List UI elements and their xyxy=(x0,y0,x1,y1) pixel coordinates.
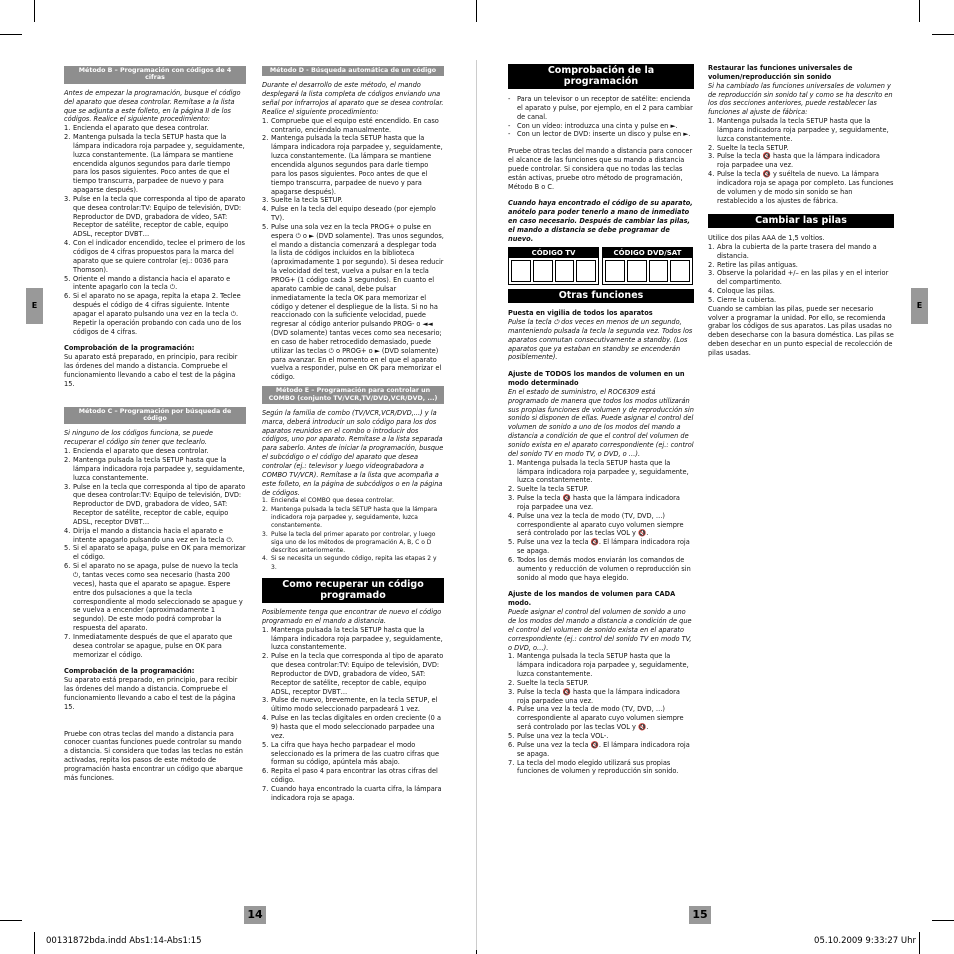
crop-mark xyxy=(34,0,35,22)
list-item: 6. Pulse una vez la tecla 🔇. El lámpara indicadora roja se apaga. xyxy=(508,740,690,758)
recover-steps xyxy=(262,626,444,803)
list-item: 4. Pulse una vez la tecla de modo (TV, DVD, …) correspondiente al aparato cuyo volumen siempre será controlado por las teclas VOL y 🔇. xyxy=(508,511,684,538)
page-number-left: 14 xyxy=(244,906,266,924)
check-heading: Comprobación de la programación xyxy=(508,64,694,89)
list-item: 1. Mantenga pulsada la tecla SETUP hasta que la lámpara indicadora roja parpadee y, seguidamente, luzca constantemente. xyxy=(262,625,443,652)
list-item: 3. Pulse en la tecla que corresponda al tipo de aparato que desea controlar:TV: Equipo de televisión, DVD: Reproductor de DVD, grabadora de vídeo, SAT: Receptor de satélite, receptor de cable, equipo ADSL, receptor DVBT… xyxy=(64,482,246,526)
list-item: 6. Si el aparato no se apaga, repita la etapa 2. Teclee después el código de 4 cifras siguiente. Intente apagar el aparato pulsando una vez en la tecla ⏻. Repetir la operación probando con cada uno de los códigos de 4 cifras. xyxy=(64,292,242,336)
list-item: 4. Pulse en las teclas digitales en orden creciente (0 a 9) hasta que el modo seleccionado parpadee una vez. xyxy=(262,714,442,740)
list-item: 5. Pulse una vez la tecla VOL-. xyxy=(508,731,609,740)
code-digit-cell xyxy=(555,260,575,282)
method-b-steps xyxy=(64,124,246,336)
list-item: 7. Inmediatamente después de que el aparato que desea controlar se apague, pulse en OK para memorizar el código. xyxy=(64,632,233,659)
volume-all-title: Ajuste de TODOS los mandos de volumen en un modo determinado xyxy=(508,370,685,388)
list-item: 4. Dirija el mando a distancia hacia el aparato e intente apagarlo pulsando una vez en la tecla ⏻. xyxy=(64,526,234,544)
volume-mode-steps xyxy=(508,652,694,776)
list-item: 7. Cuando haya encontrado la cuarta cifra, la lámpara indicadora roja se apaga. xyxy=(262,784,442,802)
crop-mark xyxy=(932,920,954,921)
list-item: 2. Suelte la tecla SETUP. xyxy=(508,485,589,494)
list-item: 3. Pulse en la tecla que corresponda al tipo de aparato que desea controlar:TV: Equipo de televisión, DVD: Reproductor de DVD, grabadora de vídeo, SAT: Receptor de satélite, receptor de cable, equipo ADSL, receptor DVBT… xyxy=(64,194,246,239)
list-item: 5. Pulse una vez la tecla 🔇. El lámpara indicadora roja se apaga. xyxy=(508,538,690,556)
code-dvd-box xyxy=(602,247,693,285)
crop-mark xyxy=(34,932,35,954)
method-b-heading: Método B – Programación con códigos de 4 cifras xyxy=(64,66,246,84)
code-digit-cell xyxy=(670,260,690,282)
list-item: 3. Pulse la tecla del primer aparato por controlar, y luego siga uno de los métodos de programación A, B, C o D descritos anteriormente. xyxy=(262,530,436,555)
battery-steps xyxy=(708,243,894,305)
footer-timestamp: 05.10.2009 9:33:27 Uhr xyxy=(814,936,916,946)
method-e-heading: Método E – Programación para controlar un COMBO (conjunto TV/VCR,TV/DVD,VCR/DVD, ...) xyxy=(262,386,444,404)
list-item: - Con un lector de DVD: inserte un disco y pulse en ►. xyxy=(508,130,691,139)
recover-code-heading: Como recuperar un código programado xyxy=(262,578,444,603)
battery-intro: Utilice dos pilas AAA de 1,5 voltios. xyxy=(708,234,825,242)
code-digit-cell xyxy=(533,260,553,282)
volume-all-intro: En el estado de suministro, el ROC6309 está programado de manera que todos los modos utilizarán sus propias funciones de volumen y de reproducción sin sonido si disponen de ellas. Puede asignar el control del volumen de sonido a uno de los modos del mando a distancia a condición de que el control del volumen de sonido exista en el aparato correspondiente (ej.: control del sonido TV en modo TV, o DVD, o …). xyxy=(508,387,694,458)
list-item: - Para un televisor o un receptor de satélite: encienda el aparato y pulse, por ejemplo, en el 2 para cambiar de canal. xyxy=(508,95,693,121)
crop-mark xyxy=(0,34,22,35)
volume-all-steps xyxy=(508,459,694,583)
list-item: 4. Si se necesita un segundo código, repita las etapas 2 y 3. xyxy=(262,555,437,571)
code-digit-cell xyxy=(649,260,669,282)
code-boxes xyxy=(508,247,694,285)
code-digit-cell xyxy=(576,260,596,282)
list-item: 2. Retire las pilas antiguas. xyxy=(708,260,798,269)
list-item: 4. Pulse en la tecla del equipo deseado (por ejemplo TV). xyxy=(262,205,436,223)
list-item: 2. Pulse en la tecla que corresponda al tipo de aparato que desea controlar:TV: Equipo de televisión, DVD: Reproductor de DVD, grabadora de vídeo, SAT: Receptor de satélite, receptor de cable, equipo ADSL, receptor DVBT… xyxy=(262,652,444,696)
language-tab-right: E xyxy=(911,288,928,324)
list-item: 1. Encienda el aparato que desea controlar. xyxy=(64,124,209,133)
column-1 xyxy=(64,66,246,783)
recover-intro: Posiblemente tenga que encontrar de nuevo el código programado en el mando a distancia. xyxy=(262,608,442,625)
list-item: 7. La tecla del modo elegido utilizará sus propias funciones de volumen y reproducción sin sonido. xyxy=(508,758,679,776)
method-c-steps xyxy=(64,447,246,659)
battery-outro: Cuando se cambian las pilas, puede ser necesario volver a programar la unidad. Por ello, se recomienda grabar los códigos de sus aparatos. Las pilas usadas no deben desecharse con la basura doméstica. Las pilas se deben desechar en un punto especial de recolección de pilas usadas. xyxy=(708,304,894,357)
crop-mark xyxy=(932,34,954,35)
check-text: Pruebe otras teclas del mando a distancia para conocer el alcance de las funciones que su mando a distancia puede controlar. Si considera que no todas las teclas están activas, pruebe otro método de programación, Método B o C. xyxy=(508,147,693,191)
other-functions-heading: Otras funciones xyxy=(508,289,694,304)
list-item: 2. Mantenga pulsada la tecla SETUP hasta que la lámpara indicadora roja parpadee y, seguidamente, luzca constantemente. xyxy=(262,505,438,530)
crop-mark xyxy=(919,932,920,954)
footer-file-info: 00131872bda.indd Abs1:14-Abs1:15 xyxy=(46,936,202,946)
list-item: 2. Suelte la tecla SETUP. xyxy=(508,678,589,687)
crop-mark xyxy=(0,920,22,921)
list-item: 6. Si el aparato no se apaga, pulse de nuevo la tecla ⏻, tantas veces como sea necesario (hasta 200 veces), hasta que el aparato se apague. Espere entre dos pulsaciones a que la tecla correspondiente al modo seleccionado se apague y se vuelva a encender (aproximadamente 1 segundo). De este modo podrá comprobar la respuesta del aparato. xyxy=(64,562,243,633)
list-item: 6. Repita el paso 4 para encontrar las otras cifras del código. xyxy=(262,767,438,785)
page-number-right: 15 xyxy=(689,906,711,924)
code-tv-box xyxy=(508,247,599,285)
list-item: 1. Mantenga pulsada la tecla SETUP hasta que la lámpara indicadora roja parpadee y, seguidamente, luzca constantemente. xyxy=(708,117,889,143)
list-item: 3. Pulse la tecla 🔇 hasta que la lámpara indicadora roja parpadee una vez. xyxy=(508,687,680,705)
code-dvd-label: CÓDIGO DVD/SAT xyxy=(603,248,692,258)
language-tab-left: E xyxy=(26,288,43,324)
list-item: 6. Todos los demás modos enviarán los comandos de aumento y reducción de volumen o reproducción sin sonido al modo que haya elegido. xyxy=(508,555,691,582)
list-item: 1. Mantenga pulsada la tecla SETUP hasta que la lámpara indicadora roja parpadee y, seguidamente, luzca constantemente. xyxy=(508,458,689,485)
list-item: 3. Pulse de nuevo, brevemente, en la tecla SETUP, el último modo seleccionado parpadeará 1 vez. xyxy=(262,696,438,714)
column-divider xyxy=(476,60,477,950)
list-item: 4. Coloque las pilas. xyxy=(708,287,775,296)
method-b-intro: Antes de empezar la programación, busque el código del aparato que desea controlar. Remítase a la lista que se adjunta a este folleto, en la página II de los códigos. Realice el siguiente procedimiento: xyxy=(64,88,241,124)
column-4 xyxy=(708,64,894,358)
list-item: 3. Pulse la tecla 🔇 hasta que la lámpara indicadora roja parpadee una vez. xyxy=(708,152,880,170)
method-b-check-text: Su aparato está preparado, en principio, para recibir las órdenes del mando a distancia. Compruebe el funcionamiento llevando a cabo el test de la página 15. xyxy=(64,353,238,388)
method-c-intro: Si ninguno de los códigos funciona, se puede recuperar el código sin tener que teclearlo. xyxy=(64,429,213,447)
standby-text: Pulse la tecla ⏻ dos veces en menos de un segundo, manteniendo pulsada la tecla la segunda vez. Todos los aparatos conmutan consecutivamente a standby. (Los aparatos que ya estaban en standby se encenderán posiblemente). xyxy=(508,318,693,362)
crop-mark xyxy=(919,0,920,22)
restore-title: Restaurar las funciones universales de volumen/reproducción sin sonido xyxy=(708,64,853,81)
standby-title: Puesta en vigilia de todos los aparatos xyxy=(508,309,653,318)
method-d-heading: Método D - Búsqueda automática de un código xyxy=(262,66,444,76)
code-tv-label: CÓDIGO TV xyxy=(509,248,598,258)
list-item: 2. Suelte la tecla SETUP. xyxy=(708,143,789,152)
column-2 xyxy=(262,66,444,803)
code-digit-cell xyxy=(511,260,531,282)
method-d-intro: Durante el desarrollo de este método, el mando desplegará la lista completa de códigos enviando una señal por infrarrojos al aparato que se desea controlar. Realice el siguiente procedimiento: xyxy=(262,81,444,116)
method-b-check-title: Comprobación de la programación: xyxy=(64,344,195,353)
code-digit-cell xyxy=(627,260,647,282)
list-item: 1. Mantenga pulsada la tecla SETUP hasta que la lámpara indicadora roja parpadee y, seguidamente, luzca constantemente. xyxy=(508,652,689,679)
method-e-steps xyxy=(262,497,444,572)
list-item: 1. Encienda el COMBO que desea controlar. xyxy=(262,497,394,505)
list-item: 2. Mantenga pulsada la tecla SETUP hasta que la lámpara indicadora roja parpadee y, seguidamente, luzca constantemente. (La lámpara se mantiene encendida algunos segundos para darle tiempo para los pasos siguientes. Poco antes de que el tiempo transcurra, parpadee de nuevo y para apagarse después). xyxy=(262,134,443,196)
list-item: 2. Mantenga pulsada la tecla SETUP hasta que la lámpara indicadora roja parpadee y, seguidamente, luzca constantemente. (La lámpara se mantiene encendida algunos segundos para darle tiempo para los pasos siguientes. Poco antes de que el tiempo transcurra, parpadee de nuevo y para apagarse después). xyxy=(64,133,245,195)
restore-intro: Si ha cambiado las funciones universales de volumen y de reproducción sin sonido tal y como se ha descrito en los dos secciones anteriores, puede restablecer las funciones al ajuste de fábrica: xyxy=(708,81,893,117)
list-item: 3. Suelte la tecla SETUP. xyxy=(262,196,343,205)
list-item: 2. Mantenga pulsada la tecla SETUP hasta que la lámpara indicadora roja parpadee y, seguidamente, luzca constantemente. xyxy=(64,456,245,482)
list-item: 3. Observe la polaridad +/– en las pilas y en el interior del compartimento. xyxy=(708,269,889,287)
battery-heading: Cambiar las pilas xyxy=(708,214,894,229)
list-item: 5. Cierre la cubierta. xyxy=(708,295,777,304)
method-e-intro: Según la familia de combo (TV/VCR,VCR/DVD,...) y la marca, deberá introducir un solo código para los dos aparatos reunidos en el combo o introducir dos códigos, uno por aparato. Remítase a la lista separada para saberlo. Antes de iniciar la programación, busque el subcódigo o el código del aparato que desea controlar (ej.: televisor y luego videograbadora a COMBO TV/VCR). Remítase a la lista que acompaña a este folleto, en la página de subcódigos o en la página de códigos. xyxy=(262,408,444,497)
method-c-check-text: Su aparato está preparado, en principio, para recibir las órdenes del mando a distancia. Compruebe el funcionamiento llevando a cabo el test de la página 15. xyxy=(64,676,238,711)
volume-mode-title: Ajuste de los mandos de volumen para CADA modo. xyxy=(508,590,676,608)
list-item: 5. Si el aparato se apaga, pulse en OK para memorizar el código. xyxy=(64,544,246,562)
list-item: 4. Pulse una vez la tecla de modo (TV, DVD, …) correspondiente al aparato cuyo volumen siempre será controlado por las teclas VOL y 🔇. xyxy=(508,705,684,732)
list-item: 4. Pulse la tecla 🔇 y suéltela de nuevo. La lámpara indicadora roja se apaga por completo. Las funciones de volumen y de modo sin sonido se han restablecido a los ajustes de fábrica. xyxy=(708,170,894,205)
list-item: 1. Compruebe que el equipo esté encendido. En caso contrario, enciéndalo manualmente. xyxy=(262,116,439,134)
list-item: 1. Encienda el aparato que desea controlar. xyxy=(64,447,209,456)
method-c-heading: Método C – Programación por búsqueda de código xyxy=(64,407,246,425)
volume-mode-intro: Puede asignar el control del volumen de sonido a uno de los modos del mando a distancia a condición de que el control del volumen de sonido exista en el aparato correspondiente (ej.: control del sonido TV en modo TV, o DVD, o…). xyxy=(508,608,692,652)
method-c-outro: Pruebe con otras teclas del mando a distancia para conocer cuantas funciones puede controlar su mando a distancia. Si considera que todas las teclas no están activadas, repita los pasos de este método de programación hasta encontrar un código que abarque más funciones. xyxy=(64,729,243,782)
code-note: Cuando haya encontrado el código de su aparato, anótelo para poder tenerlo a mano de inmediato en caso necesario. Después de cambiar las pilas, el mando a distancia se debe programar de nuevo. xyxy=(508,199,693,243)
restore-steps xyxy=(708,117,894,205)
code-digit-cell xyxy=(605,260,625,282)
list-item: 3. Pulse la tecla 🔇 hasta que la lámpara indicadora roja parpadee una vez. xyxy=(508,494,680,511)
method-d-steps xyxy=(262,117,444,382)
list-item: 5. La cifra que haya hecho parpadear el modo seleccionado es la primera de las cuatro cifras que forman su código, apúntela más abajo. xyxy=(262,740,439,767)
list-item: 5. Oriente el mando a distancia hacia el aparato e intente apagarlo con la tecla ⏻. xyxy=(64,274,231,292)
list-item: 5. Pulse una sola vez en la tecla PROG+ o pulse en espera ⏻ o ► (DVD solamente). Tras unos segundos, el mando a distancia comenzará a desplegar toda la lista de códigos incluidos en la biblioteca (aproximadamente 1 por segundo). Si desea reducir la velocidad del test, vuelva a pulsar en la tecla PROG+ (1 código cada 3 segundos). En cuanto el aparato cambie de canal, debe pulsar inmediatamente la tecla OK para memorizar el código y detener el despliegue de la lista. Si no ha reaccionado con la suficiente velocidad, puede regresar al código anterior pulsando PROG- o ◄◄ (DVD solamente) tantas veces como sea necesario; en caso de haber retrocedido demasiado, puede utilizar las teclas ⏻ o PROG+ o ► (DVD solamente) para avanzar. En el momento en el que el aparato vuelva a responder, pulse en OK para memorizar el código. xyxy=(262,222,444,382)
crop-mark xyxy=(476,0,477,22)
check-bullets xyxy=(508,95,694,139)
method-c-check-title: Comprobación de la programación: xyxy=(64,667,195,676)
list-item: 4. Con el indicador encendido, teclee el primero de los códigos de 4 cifras propuestos para la marca del aparato que se quiere controlar (ej.: 0036 para Thomson). xyxy=(64,239,245,274)
list-item: 1. Abra la cubierta de la parte trasera del mando a distancia. xyxy=(708,242,877,260)
list-item: - Con un vídeo: introduzca una cinta y pulse en ►. xyxy=(508,121,678,130)
column-3 xyxy=(508,64,694,776)
